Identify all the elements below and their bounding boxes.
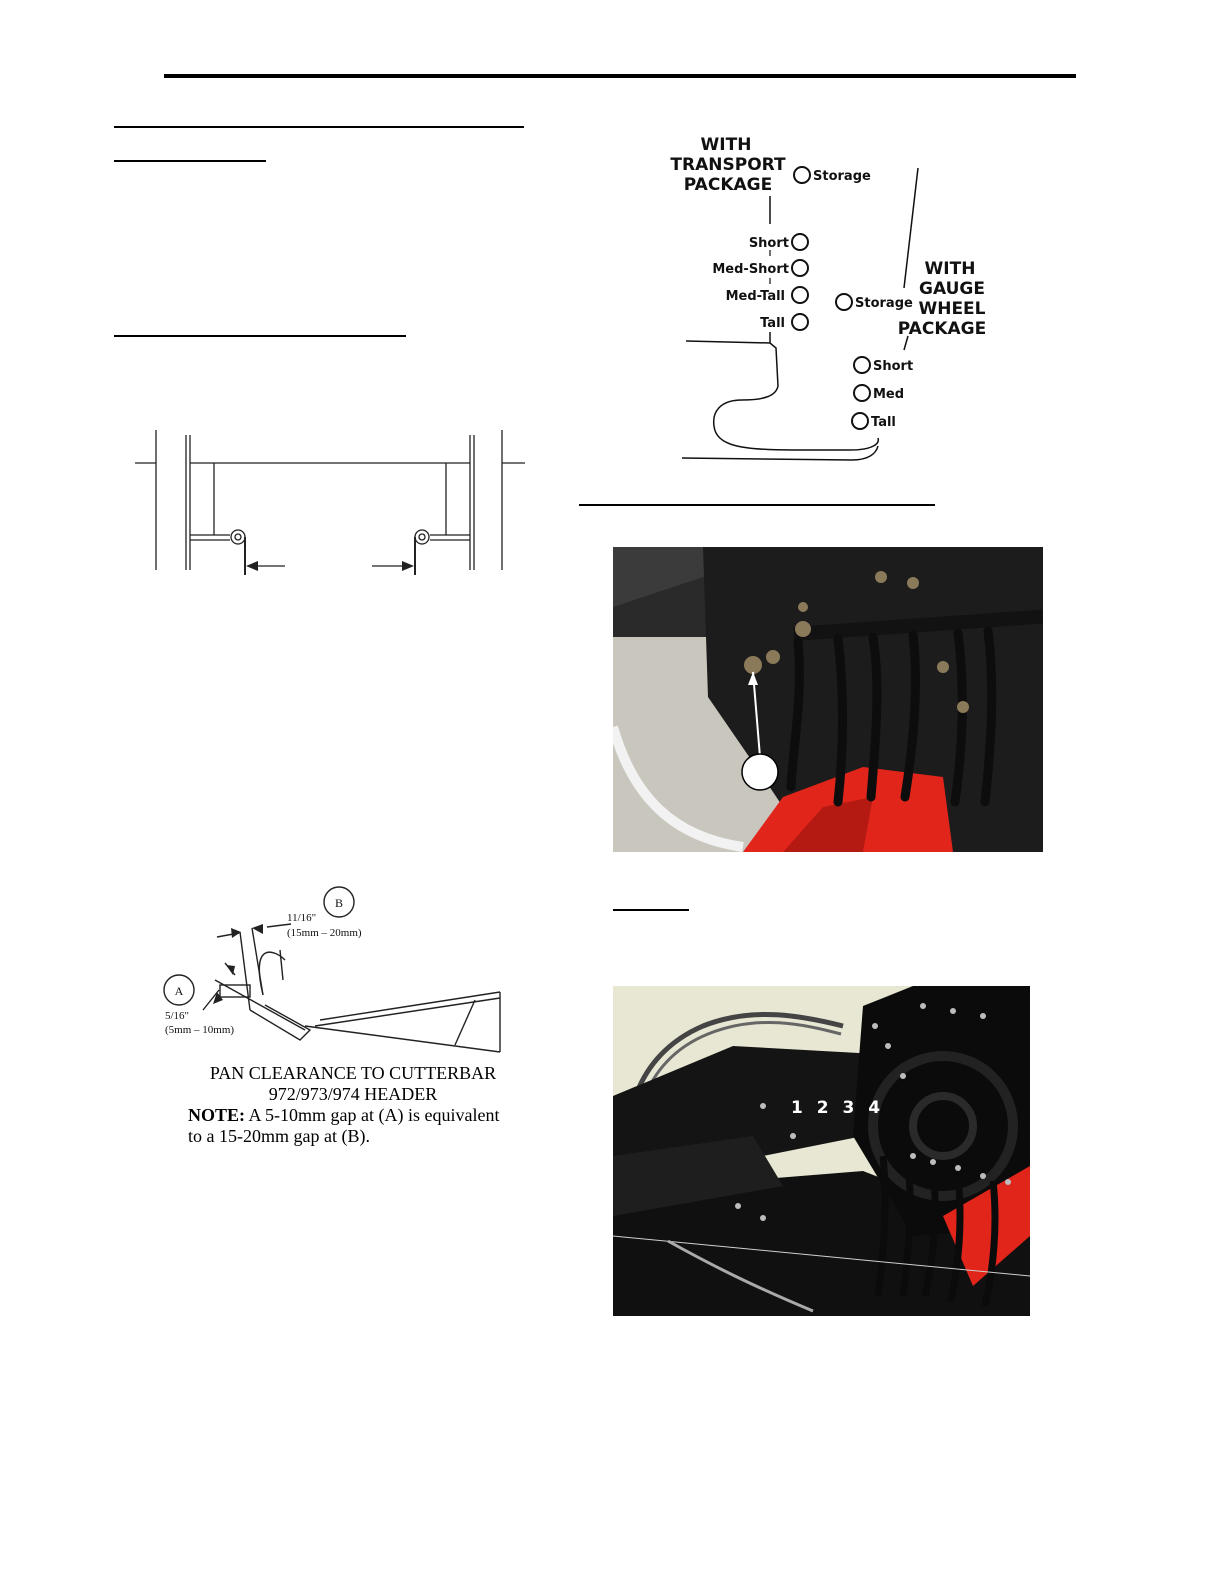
callout-b-label: B: [334, 896, 344, 910]
scale-numbers: 1 2 3 4: [791, 1098, 885, 1118]
position-decal-diagram: [672, 128, 1012, 468]
gauge-pos-storage: Storage: [855, 296, 913, 311]
reel-scale-photo: [613, 986, 1030, 1316]
pan-caption-line1: PAN CLEARANCE TO CUTTERBAR: [209, 1063, 497, 1083]
section-heading-rule-1: [114, 126, 524, 128]
section-heading-rule-4: [579, 504, 935, 506]
gauge-pos-tall: Tall: [871, 415, 896, 430]
transport-heading-3: PACKAGE: [683, 175, 773, 195]
transport-pos-short: Short: [748, 236, 789, 251]
note-text-1: A 5-10mm gap at (A) is equivalent: [245, 1105, 500, 1125]
callout-a-label: A: [174, 984, 184, 998]
dim-a-mm: (5mm – 10mm): [165, 1024, 235, 1036]
transport-pos-med-short: Med-Short: [712, 262, 789, 277]
pan-clearance-diagram: [155, 880, 535, 1080]
frame-spacing-diagram: [130, 425, 530, 580]
gauge-heading-2: GAUGE: [919, 279, 985, 299]
section-heading-rule-3: [114, 335, 406, 337]
dim-a-inches: 5/16": [165, 1010, 190, 1022]
section-heading-rule-2: [114, 160, 266, 162]
pan-caption-line2: 972/973/974 HEADER: [268, 1084, 438, 1104]
transport-heading-1: WITH: [700, 135, 752, 155]
dim-b-inches: 11/16": [287, 912, 317, 924]
gauge-pos-short: Short: [873, 359, 914, 374]
transport-pos-med-tall: Med-Tall: [725, 289, 785, 304]
gauge-heading-4: PACKAGE: [897, 319, 987, 339]
gauge-heading-3: WHEEL: [918, 299, 986, 319]
gauge-pos-med: Med: [873, 387, 905, 402]
dim-b-mm: (15mm – 20mm): [287, 927, 362, 939]
transport-heading-2: TRANSPORT: [670, 155, 786, 175]
reel-finger-photo: [613, 547, 1043, 852]
page-top-rule: [164, 74, 1076, 78]
callout-circle: [742, 754, 778, 790]
transport-pos-storage: Storage: [813, 169, 871, 184]
gauge-heading-1: WITH: [924, 259, 976, 279]
transport-pos-tall: Tall: [760, 316, 785, 331]
subheading-underline: [613, 909, 689, 911]
pan-note: [188, 1105, 528, 1126]
note-label: NOTE:: [188, 1105, 246, 1125]
pan-note-line2: to a 15-20mm gap at (B).: [188, 1126, 370, 1146]
